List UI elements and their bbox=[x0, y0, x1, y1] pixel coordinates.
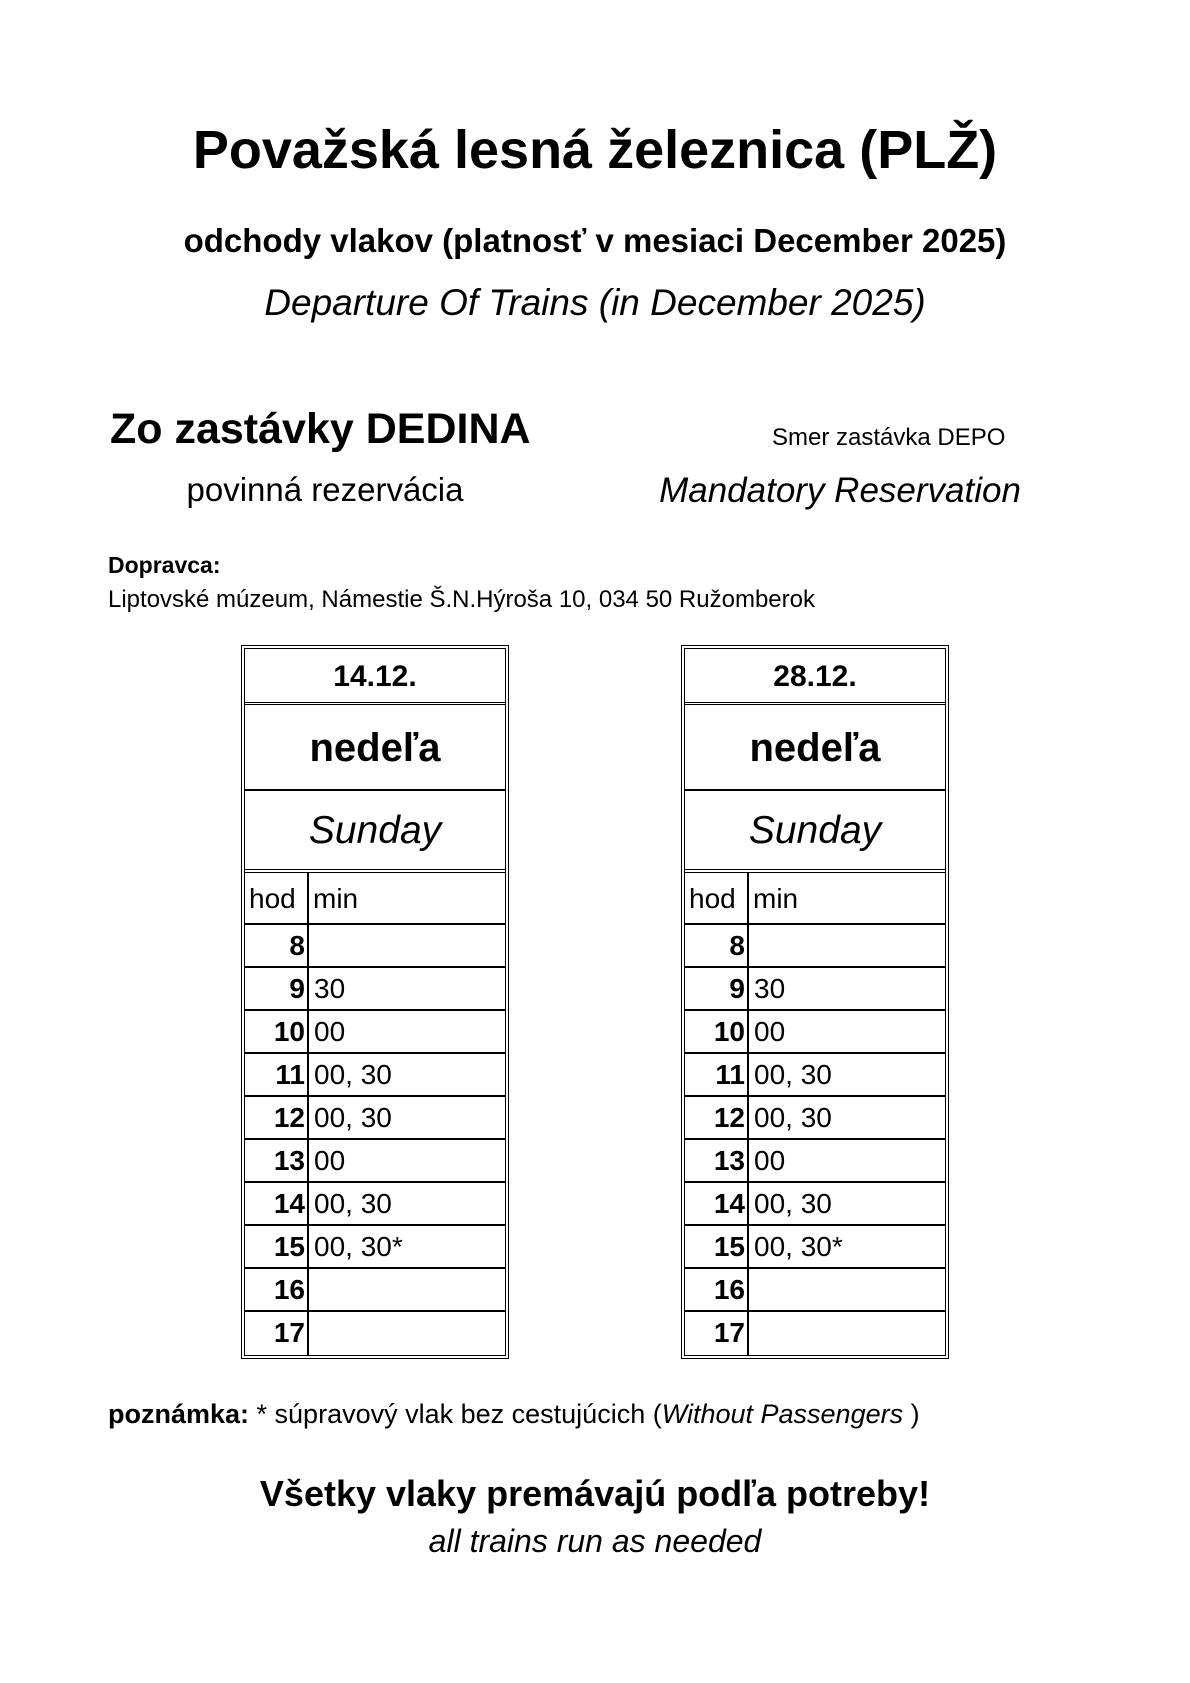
hour-cell: 13 bbox=[685, 1140, 749, 1181]
timetable-day-english: Sunday bbox=[245, 791, 505, 873]
minutes-cell: 00, 30 bbox=[754, 1188, 832, 1219]
table-row bbox=[245, 1183, 505, 1226]
minutes-cell: 00, 30 bbox=[314, 1188, 392, 1219]
footnote-text-english: Without Passengers bbox=[661, 1399, 904, 1429]
table-row bbox=[685, 968, 945, 1011]
hour-cell: 11 bbox=[245, 1054, 309, 1095]
minutes-cell: 30 bbox=[314, 973, 346, 1004]
minutes-cell: 00 bbox=[314, 1145, 346, 1176]
page-subtitle: odchody vlakov (platnosť v mesiaci December 2025) bbox=[183, 222, 1007, 259]
hour-cell: 14 bbox=[685, 1183, 749, 1224]
table-row bbox=[685, 1269, 945, 1312]
table-row bbox=[245, 925, 505, 968]
minutes-cell: 00, 30 bbox=[754, 1059, 832, 1090]
service-notice: Všetky vlaky premávajú podľa potreby! bbox=[259, 1473, 931, 1514]
hour-cell: 17 bbox=[685, 1312, 749, 1355]
minutes-cell: 30 bbox=[754, 973, 786, 1004]
timetable-day: nedeľa bbox=[245, 705, 505, 791]
hour-cell: 12 bbox=[685, 1097, 749, 1138]
hour-cell: 17 bbox=[245, 1312, 309, 1355]
timetable-day-english: Sunday bbox=[685, 791, 945, 873]
minutes-cell bbox=[749, 1312, 945, 1355]
hour-cell: 11 bbox=[685, 1054, 749, 1095]
minutes-cell bbox=[309, 925, 505, 966]
page-title: Považská lesná železnica (PLŽ) bbox=[192, 120, 998, 180]
minutes-cell bbox=[749, 1269, 945, 1310]
table-row bbox=[685, 1312, 945, 1355]
table-row bbox=[685, 1226, 945, 1269]
table-row bbox=[245, 1054, 505, 1097]
hour-cell: 15 bbox=[245, 1226, 309, 1267]
table-row bbox=[245, 968, 505, 1011]
hour-cell: 9 bbox=[685, 968, 749, 1009]
table-row bbox=[245, 1269, 505, 1312]
minutes-cell: 00, 30* bbox=[314, 1231, 403, 1262]
minute-column-header: min bbox=[313, 883, 359, 914]
minutes-cell: 00, 30 bbox=[314, 1059, 392, 1090]
hour-cell: 14 bbox=[245, 1183, 309, 1224]
direction-label: Smer zastávka DEPO bbox=[772, 424, 1006, 451]
hour-column-header: hod bbox=[245, 873, 309, 923]
carrier-address: Liptovské múzeum, Námestie Š.N.Hýroša 10, 034 50 Ružomberok bbox=[108, 586, 815, 613]
hour-cell: 10 bbox=[685, 1011, 749, 1052]
table-row bbox=[245, 1312, 505, 1355]
service-notice-english: all trains run as needed bbox=[428, 1523, 762, 1559]
table-row bbox=[685, 1097, 945, 1140]
hour-cell: 15 bbox=[685, 1226, 749, 1267]
hour-cell: 12 bbox=[245, 1097, 309, 1138]
minutes-cell: 00, 30* bbox=[754, 1231, 843, 1262]
reservation-note: povinná rezervácia bbox=[186, 471, 464, 508]
hour-cell: 8 bbox=[685, 925, 749, 966]
hour-column-header: hod bbox=[685, 873, 749, 923]
minutes-cell: 00, 30 bbox=[314, 1102, 392, 1133]
minute-column-header: min bbox=[753, 883, 799, 914]
minutes-cell bbox=[309, 1269, 505, 1310]
carrier-label: Dopravca: bbox=[108, 552, 221, 578]
page-subtitle-english: Departure Of Trains (in December 2025) bbox=[264, 282, 926, 323]
minutes-cell bbox=[749, 925, 945, 966]
footnote-label: poznámka: bbox=[108, 1399, 250, 1429]
minutes-cell: 00 bbox=[314, 1016, 346, 1047]
table-row bbox=[685, 1140, 945, 1183]
timetable-header-row bbox=[685, 873, 945, 925]
table-row bbox=[245, 1226, 505, 1269]
hour-cell: 16 bbox=[245, 1269, 309, 1310]
reservation-note-english: Mandatory Reservation bbox=[659, 471, 1021, 510]
table-row bbox=[245, 1011, 505, 1054]
table-row bbox=[685, 1183, 945, 1226]
hour-cell: 13 bbox=[245, 1140, 309, 1181]
footnote bbox=[108, 1398, 920, 1430]
timetable-day: nedeľa bbox=[685, 705, 945, 791]
footnote-text: * súpravový vlak bez cestujúcich ( bbox=[249, 1399, 662, 1429]
hour-cell: 16 bbox=[685, 1269, 749, 1310]
minutes-cell: 00, 30 bbox=[754, 1102, 832, 1133]
table-row bbox=[245, 1140, 505, 1183]
minutes-cell: 00 bbox=[754, 1145, 786, 1176]
table-row bbox=[685, 1011, 945, 1054]
minutes-cell: 00 bbox=[754, 1016, 786, 1047]
timetable-date: 14.12. bbox=[245, 649, 505, 705]
timetable-1 bbox=[241, 645, 509, 1359]
timetable-header-row bbox=[245, 873, 505, 925]
timetable-date: 28.12. bbox=[685, 649, 945, 705]
timetable-2 bbox=[681, 645, 949, 1359]
hour-cell: 10 bbox=[245, 1011, 309, 1052]
stop-name: Zo zastávky DEDINA bbox=[110, 405, 531, 453]
hour-cell: 9 bbox=[245, 968, 309, 1009]
table-row bbox=[685, 925, 945, 968]
table-row bbox=[245, 1097, 505, 1140]
hour-cell: 8 bbox=[245, 925, 309, 966]
footnote-text-end: ) bbox=[903, 1399, 920, 1429]
minutes-cell bbox=[309, 1312, 505, 1355]
table-row bbox=[685, 1054, 945, 1097]
